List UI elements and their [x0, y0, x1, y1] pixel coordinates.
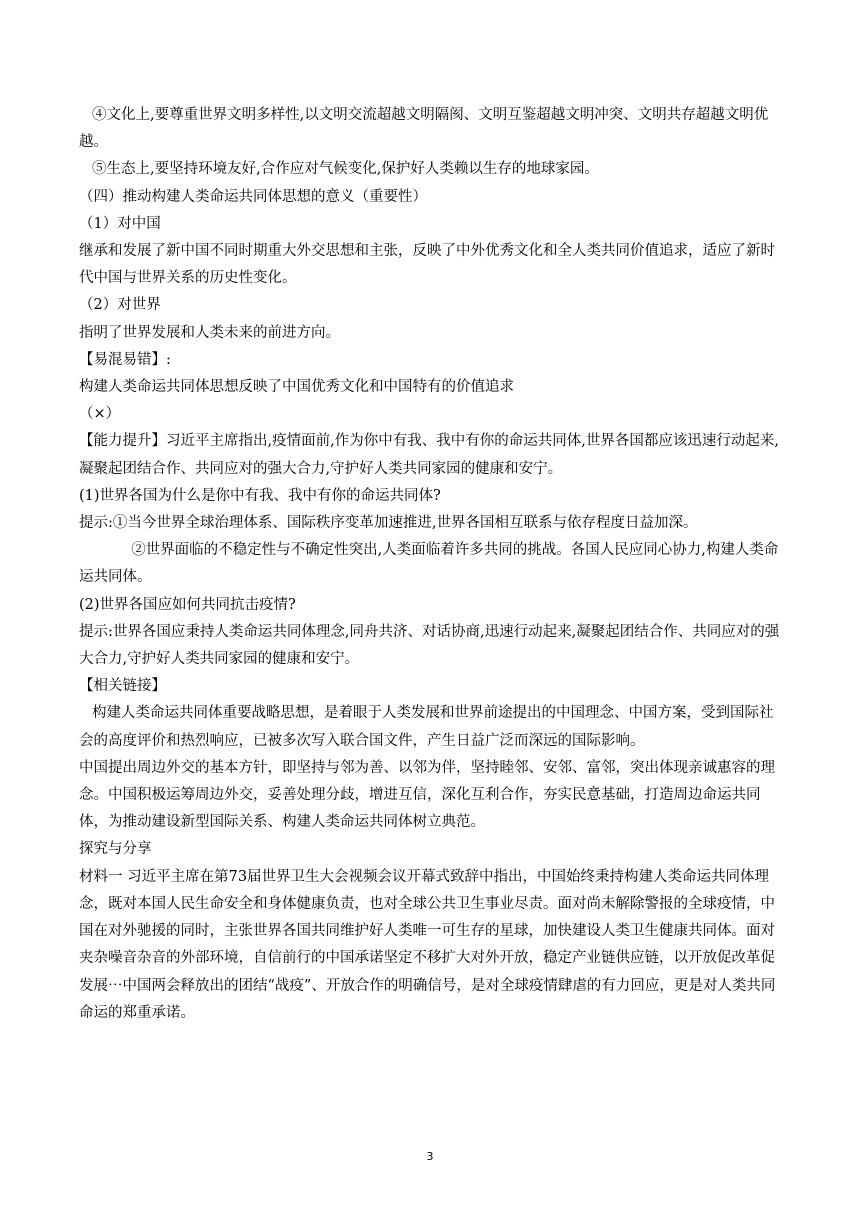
page-number: 3: [426, 1150, 434, 1163]
question: (2)世界各国应如何共同抗击疫情?: [79, 596, 296, 613]
paragraph: （2）对世界: [79, 297, 161, 314]
paragraph: 构建人类命运共同体思想反映了中国优秀文化和中国特有的价值追求: [79, 379, 514, 396]
paragraph: 构建人类命运共同体重要战略思想，是着眼于人类发展和世界前途提出的中国理念、中国方案，受到国际社会的高度评价和热烈响应，已被多次写入联合国文件，产生日益广泛而深远的国际影响。: [79, 705, 774, 749]
section-heading: 【易混易错】:: [79, 351, 171, 368]
paragraph: 材料一 习近平主席在第73届世界卫生大会视频会议开幕式致辞中指出，中国始终秉持构建人类命运共同体理念，既对本国人民生命安全和身体健康负责，也对全球公共卫生事业尽责。面对尚未解除警报的全球疫情，中国在对外驰援的同时，主张世界各国共同维护好人类唯一可生存的星球，加快建设人类卫生健康共同体。面对夹杂噪音杂音的外部环境，自信前行的中国承诺坚定不移扩大对外开放，稳定产业链供应链，以开放促改革促发展⋯中国两会释放出的团结“战疫”、开放合作的明确信号，是对全球疫情肆虐的有力回应，更是对人类共同命运的郑重承诺。: [79, 868, 776, 1021]
section-heading: 探究与分享: [79, 841, 152, 858]
paragraph: （×）: [79, 406, 121, 423]
document-body: [79, 102, 782, 1027]
hint: 提示:世界各国应秉持人类命运共同体理念,同舟共济、对话协商,迅速行动起来,凝聚起团结合作、共同应对的强大合力,守护好人类共同家园的健康和安宁。: [79, 623, 780, 668]
paragraph: 【能力提升】习近平主席指出,疫情面前,作为你中有我、我中有你的命运共同体,世界各国都应该迅速行动起来,凝聚起团结合作、共同应对的强大合力,守护好人类共同家园的健康和安宁。: [79, 433, 779, 477]
paragraph: （四）推动构建人类命运共同体思想的意义（重要性）: [79, 188, 427, 205]
paragraph: ④文化上,要尊重世界文明多样性,以文明交流超越文明隔阂、文明互鉴超越文明冲突、文明共存超越文明优越。: [79, 107, 769, 151]
section-heading: 【相关链接】: [79, 678, 166, 695]
paragraph: 中国提出周边外交的基本方针，即坚持与邻为善、以邻为伴，坚持睦邻、安邻、富邻，突出体现亲诚惠容的理念。中国积极运筹周边外交，妥善处理分歧，增进互信，深化互利合作，夯实民意基础，打造周边命运共同体，为推动建设新型国际关系、构建人类命运共同体树立典范。: [79, 759, 775, 831]
paragraph: 指明了世界发展和人类未来的前进方向。: [79, 324, 340, 341]
hint: ②世界面临的不稳定性与不确定性突出,人类面临着许多共同的挑战。各国人民应同心协力,构建人类命运共同体。: [79, 542, 779, 586]
paragraph: 继承和发展了新中国不同时期重大外交思想和主张，反映了中外优秀文化和全人类共同价值追求，适应了新时代中国与世界关系的历史性变化。: [79, 243, 775, 287]
hint: 提示:①当今世界全球治理体系、国际秩序变革加速推进,世界各国相互联系与依存程度日益加深。: [79, 515, 698, 532]
paragraph: （1）对中国: [79, 215, 161, 232]
question: (1)世界各国为什么是你中有我、我中有你的命运共同体?: [79, 487, 441, 504]
paragraph: ⑤生态上,要坚持环境友好,合作应对气候变化,保护好人类赖以生存的地球家园。: [92, 161, 599, 178]
